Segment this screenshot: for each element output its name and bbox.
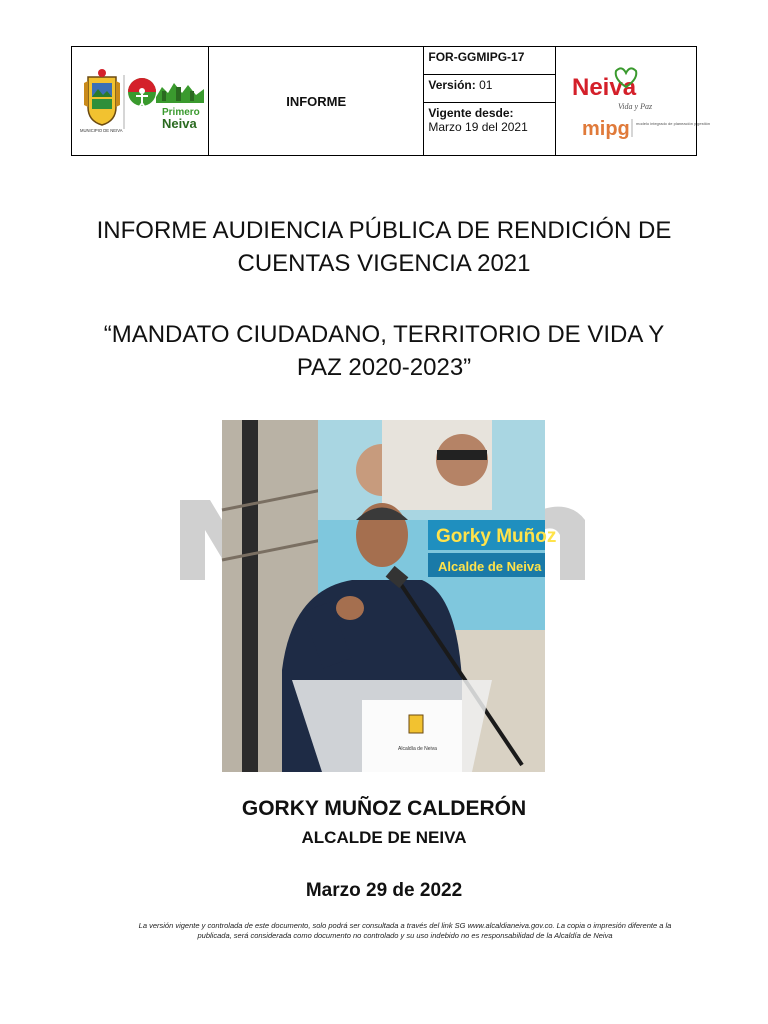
doc-code: FOR-GGMIPG-17 <box>424 47 555 75</box>
report-subtitle <box>40 318 728 384</box>
report-date: Marzo 29 de 2022 <box>305 880 463 901</box>
footer-line-2: publicada, será considerada como documento no controlado y su uso indebido no es responsabilidad de la Alcaldía de Neiva <box>197 931 613 940</box>
neiva-text: Neiva <box>162 116 197 131</box>
version-label: Versión: <box>428 78 476 92</box>
mayor-role: ALCALDE DE NEIVA <box>301 828 467 847</box>
title-line-4: PAZ 2020-2023” <box>296 354 472 381</box>
report-title <box>40 214 728 280</box>
doc-type: INFORME <box>286 93 347 109</box>
footer-line-1: La versión vigente y controlada de este documento, solo podrá ser consultada a través del link SG www.alcaldianeiva.gov.co. La copia o impresión diferente a la <box>138 921 672 930</box>
screen-role-text: Alcalde de Neiva <box>438 559 542 574</box>
doc-type-cell <box>209 47 424 155</box>
neiva-brand-text: Neiva <box>572 74 637 101</box>
brand-cell <box>556 47 711 155</box>
document-header-table <box>71 46 711 156</box>
primero-neiva-logo <box>128 78 204 109</box>
municipal-logos <box>72 47 209 155</box>
neiva-mipg-logos <box>556 47 711 155</box>
shield-caption: MUNICIPIO DE NEIVA <box>80 128 123 133</box>
meta-cell <box>424 47 556 155</box>
logos-cell <box>72 47 209 155</box>
title-line-1: INFORME AUDIENCIA PÚBLICA DE RENDICIÓN DE <box>96 217 672 244</box>
photo-illustration <box>222 420 557 772</box>
primero-text: Primero <box>162 107 200 118</box>
mayor-name: GORKY MUÑOZ CALDERÓN <box>241 797 527 820</box>
doc-vigente <box>424 103 555 155</box>
mipg-text: mipg <box>582 118 630 140</box>
mipg-caption: modelo integrado de planeación y gestión <box>636 121 711 126</box>
vigente-label: Vigente desde: <box>428 106 514 120</box>
vigente-value: Marzo 19 del 2021 <box>428 120 528 134</box>
title-line-2: CUENTAS VIGENCIA 2021 <box>237 250 531 277</box>
doc-version <box>424 75 555 103</box>
version-value: 01 <box>479 78 493 92</box>
podium-caption: Alcaldía de Neiva <box>398 746 437 752</box>
neiva-shield-icon <box>84 69 120 125</box>
title-line-3: “MANDATO CIUDADANO, TERRITORIO DE VIDA Y <box>103 321 665 348</box>
footer-disclaimer <box>110 921 700 941</box>
mayor-photo <box>222 420 557 772</box>
brand-tagline: Vida y Paz <box>618 102 653 111</box>
screen-name-text: Gorky Muñoz <box>436 526 557 547</box>
